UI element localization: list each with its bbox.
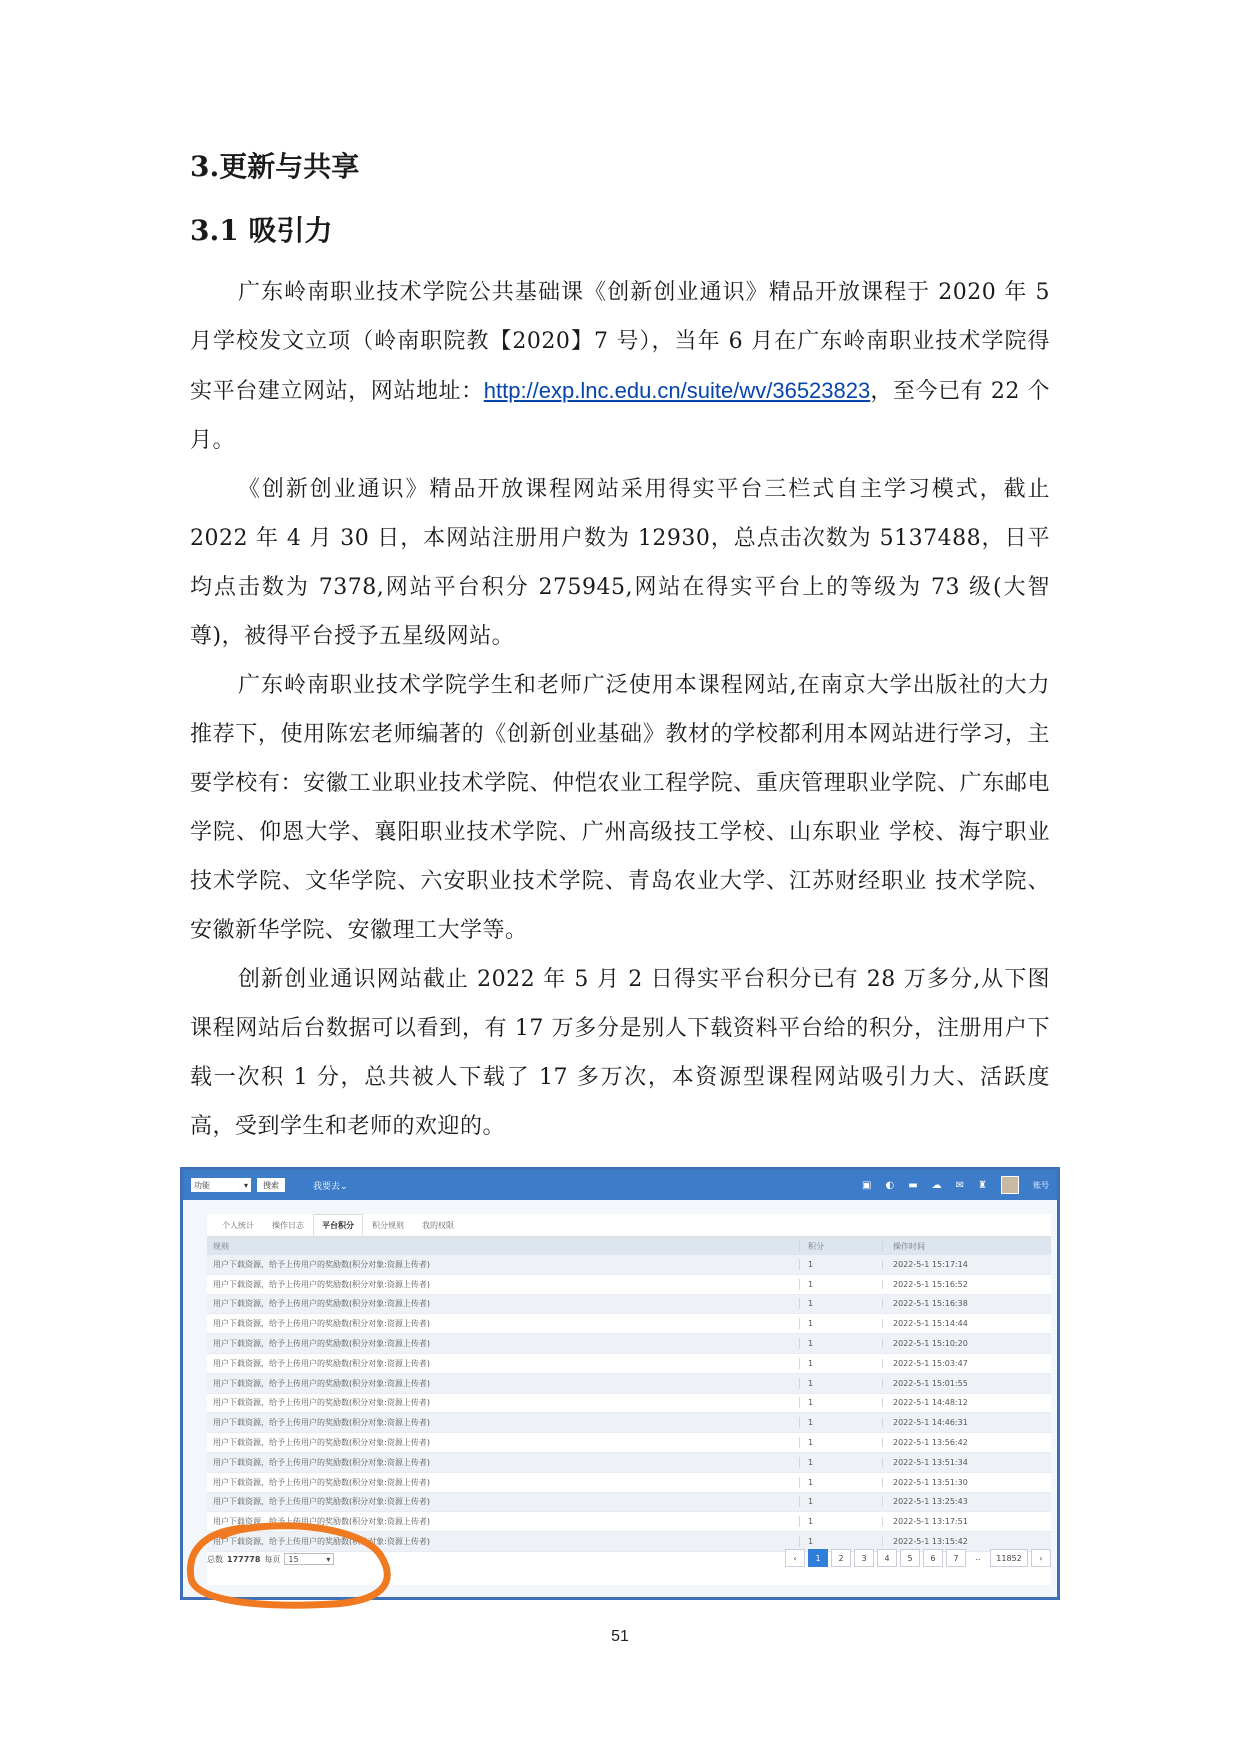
mail-icon[interactable]: ✉ <box>955 1179 965 1191</box>
function-select-label: 功能 <box>194 1180 210 1190</box>
time-cell: 2022-5-1 13:15:42 <box>893 1537 968 1547</box>
table-header <box>207 1237 1051 1255</box>
time-cell: 2022-5-1 13:51:30 <box>893 1477 968 1487</box>
time-cell: 2022-5-1 15:10:20 <box>893 1339 968 1349</box>
page-button[interactable]: 5 <box>900 1549 920 1567</box>
chevron-down-icon: ⌄ <box>340 1181 348 1192</box>
rule-cell: 用户下载资源，给予上传用户的奖励数(积分对象:资源上传者) <box>207 1457 800 1468</box>
points-cell: 1 <box>800 1398 883 1407</box>
time-cell: 2022-5-1 15:17:14 <box>893 1259 968 1269</box>
points-cell: 1 <box>800 1379 883 1388</box>
account-menu[interactable]: 账号 <box>1033 1180 1049 1190</box>
page-button[interactable]: 4 <box>877 1549 897 1567</box>
rule-cell: 用户下载资源，给予上传用户的奖励数(积分对象:资源上传者) <box>207 1516 800 1527</box>
table-body <box>207 1255 1051 1552</box>
page-number: 51 <box>611 1628 629 1645</box>
top-bar <box>183 1170 1057 1200</box>
table-row <box>207 1275 1051 1295</box>
chevron-right-icon: › <box>1039 1553 1043 1563</box>
table-row <box>207 1493 1051 1513</box>
function-select[interactable] <box>191 1178 251 1192</box>
rule-cell: 用户下载资源，给予上传用户的奖励数(积分对象:资源上传者) <box>207 1417 800 1428</box>
points-cell: 1 <box>800 1517 883 1526</box>
points-cell: 1 <box>800 1359 883 1368</box>
prev-page-button[interactable] <box>785 1549 805 1567</box>
time-cell: 2022-5-1 15:01:55 <box>893 1378 968 1388</box>
rule-cell: 用户下载资源，给予上传用户的奖励数(积分对象:资源上传者) <box>207 1298 800 1309</box>
tab-my-permissions[interactable]: 我的权限 <box>422 1220 454 1230</box>
rule-cell: 用户下载资源，给予上传用户的奖励数(积分对象:资源上传者) <box>207 1536 800 1547</box>
last-page-button[interactable]: 11852 <box>990 1549 1028 1567</box>
points-cell: 1 <box>800 1299 883 1308</box>
rule-cell: 用户下载资源，给予上传用户的奖励数(积分对象:资源上传者) <box>207 1338 800 1349</box>
paragraph-1-text: 广东岭南职业技术学院公共基础课《创新创业通识》精品开放课程于 2020 年 5 月学校发文立项（岭南职院教【2020】7 号），当年 6 月在广东岭南职业技术学院得实平台建立网站，网站地址： <box>190 280 1050 404</box>
rule-cell: 用户下载资源，给予上传用户的奖励数(积分对象:资源上传者) <box>207 1496 800 1507</box>
chevron-left-icon: ‹ <box>793 1553 797 1563</box>
rule-cell: 用户下载资源，给予上传用户的奖励数(积分对象:资源上传者) <box>207 1259 800 1270</box>
rule-cell: 用户下载资源，给予上传用户的奖励数(积分对象:资源上传者) <box>207 1397 800 1408</box>
section-heading: 3.更新与共享 <box>190 150 360 183</box>
page-ellipsis: .. <box>975 1552 981 1562</box>
time-cell: 2022-5-1 13:25:43 <box>893 1497 968 1507</box>
table-row <box>207 1473 1051 1493</box>
tab-personal-stats[interactable]: 个人统计 <box>222 1220 254 1230</box>
page-button[interactable]: 3 <box>854 1549 874 1567</box>
per-page-value: 15 <box>288 1554 299 1564</box>
paragraph-4: 创新创业通识网站截止 2022 年 5 月 2 日得实平台积分已有 28 万多分,从下图课程网站后台数据可以看到，有 17 万多分是别人下载资料平台给的积分，注册用户下载一次积 1 分，总共被人下载了 17 多万次，本资源型课程网站吸引力大、活跃度高，受到学生和老师的欢迎的。 <box>190 967 1050 1139</box>
search-button[interactable]: 搜索 <box>257 1178 285 1192</box>
points-cell: 1 <box>800 1319 883 1328</box>
points-panel <box>207 1214 1051 1585</box>
caret-down-icon: ▾ <box>243 1180 248 1190</box>
table-row <box>207 1295 1051 1315</box>
paragraph-3: 广东岭南职业技术学院学生和老师广泛使用本课程网站,在南京大学出版社的大力推荐下，使用陈宏老师编著的《创新创业基础》教材的学校都利用本网站进行学习，主要学校有：安徽工业职业技术学院、仲恺农业工程学院、重庆管理职业学院、广东邮电学院、仰恩大学、襄阳职业技术学院、广州高级技工学校、山东职业 学校、海宁职业技术学院、文华学院、六安职业技术学院、青岛农业大学、江苏财经职业 技术学院、安徽新华学院、安徽理工大学等。 <box>190 673 1050 943</box>
tab-operation-log[interactable]: 操作日志 <box>272 1220 304 1230</box>
rule-cell: 用户下载资源，给予上传用户的奖励数(积分对象:资源上传者) <box>207 1279 800 1290</box>
points-cell: 1 <box>800 1537 883 1546</box>
points-cell: 1 <box>800 1280 883 1289</box>
total-count: 177778 <box>227 1554 261 1564</box>
chat-icon[interactable]: ▬ <box>908 1179 918 1191</box>
time-cell: 2022-5-1 15:16:52 <box>893 1279 968 1289</box>
time-cell: 2022-5-1 15:16:38 <box>893 1299 968 1309</box>
points-cell: 1 <box>800 1458 883 1467</box>
table-row <box>207 1314 1051 1334</box>
avatar[interactable] <box>1001 1176 1019 1194</box>
course-site-link[interactable]: http://exp.lnc.edu.cn/suite/wv/36523823 <box>483 378 871 403</box>
paragraph-1-tail: ，至今已有 22 个月。 <box>190 379 1050 453</box>
points-cell: 1 <box>800 1339 883 1348</box>
time-cell: 2022-5-1 13:56:42 <box>893 1438 968 1448</box>
column-header-time[interactable]: 操作时间 <box>893 1241 925 1251</box>
column-header-rule[interactable]: 规则 <box>207 1241 800 1252</box>
platform-screenshot <box>180 1167 1060 1600</box>
time-cell: 2022-5-1 14:46:31 <box>893 1418 968 1428</box>
rule-cell: 用户下载资源，给予上传用户的奖励数(积分对象:资源上传者) <box>207 1318 800 1329</box>
rule-cell: 用户下载资源，给予上传用户的奖励数(积分对象:资源上传者) <box>207 1358 800 1369</box>
pager-summary <box>207 1553 334 1565</box>
go-menu-label: 我要去 <box>313 1181 341 1192</box>
table-row <box>207 1394 1051 1414</box>
time-cell: 2022-5-1 13:17:51 <box>893 1517 968 1527</box>
table-row <box>207 1354 1051 1374</box>
paragraph-2: 《创新创业通识》精品开放课程网站采用得实平台三栏式自主学习模式，截止 2022 年 4 月 30 日，本网站注册用户数为 12930，总点击次数为 5137488，日平均点击数为 7378,网站平台积分 275945,网站在得实平台上的等级为 73 级(大智尊)，被得平台授予五星级网站。 <box>190 477 1050 649</box>
cloud-icon[interactable]: ☁ <box>931 1179 942 1191</box>
table-row <box>207 1334 1051 1354</box>
window-icon[interactable]: ▣ <box>862 1179 872 1191</box>
subsection-heading: 3.1 吸引力 <box>190 214 333 247</box>
document-body <box>190 150 1050 1151</box>
total-label: 总数 <box>207 1554 223 1564</box>
page-button[interactable]: 1 <box>808 1549 828 1567</box>
go-menu[interactable] <box>313 1179 348 1192</box>
tab-platform-points[interactable]: 平台积分 <box>313 1214 363 1236</box>
rule-cell: 用户下载资源，给予上传用户的奖励数(积分对象:资源上传者) <box>207 1437 800 1448</box>
per-page-label: 每页 <box>264 1554 281 1564</box>
rule-cell: 用户下载资源，给予上传用户的奖励数(积分对象:资源上传者) <box>207 1378 800 1389</box>
paragraph-1 <box>190 268 1050 465</box>
table-row <box>207 1413 1051 1433</box>
table-row <box>207 1453 1051 1473</box>
time-cell: 2022-5-1 15:03:47 <box>893 1358 968 1368</box>
table-row <box>207 1374 1051 1394</box>
next-page-button[interactable] <box>1031 1549 1051 1567</box>
tab-bar <box>207 1214 1051 1237</box>
per-page-select[interactable] <box>284 1553 334 1565</box>
page-button[interactable]: 6 <box>923 1549 943 1567</box>
points-cell: 1 <box>800 1478 883 1487</box>
points-cell: 1 <box>800 1418 883 1427</box>
caret-down-icon: ▾ <box>326 1554 331 1564</box>
table-row <box>207 1512 1051 1532</box>
top-icons <box>862 1170 1049 1200</box>
points-cell: 1 <box>800 1260 883 1269</box>
pagination <box>785 1549 1051 1567</box>
time-cell: 2022-5-1 15:14:44 <box>893 1319 968 1329</box>
tab-points-rules[interactable]: 积分规则 <box>372 1220 404 1230</box>
time-cell: 2022-5-1 14:48:12 <box>893 1398 968 1408</box>
shirt-icon[interactable]: ♜ <box>978 1179 987 1191</box>
page-button[interactable]: 2 <box>831 1549 851 1567</box>
table-row <box>207 1255 1051 1275</box>
points-cell: 1 <box>800 1438 883 1447</box>
time-cell: 2022-5-1 13:51:34 <box>893 1457 968 1467</box>
column-header-points[interactable]: 积分 <box>800 1241 883 1252</box>
page-button[interactable]: 7 <box>946 1549 966 1567</box>
rule-cell: 用户下载资源，给予上传用户的奖励数(积分对象:资源上传者) <box>207 1477 800 1488</box>
points-cell: 1 <box>800 1497 883 1506</box>
table-row <box>207 1433 1051 1453</box>
sound-icon[interactable]: ◐ <box>885 1179 895 1191</box>
